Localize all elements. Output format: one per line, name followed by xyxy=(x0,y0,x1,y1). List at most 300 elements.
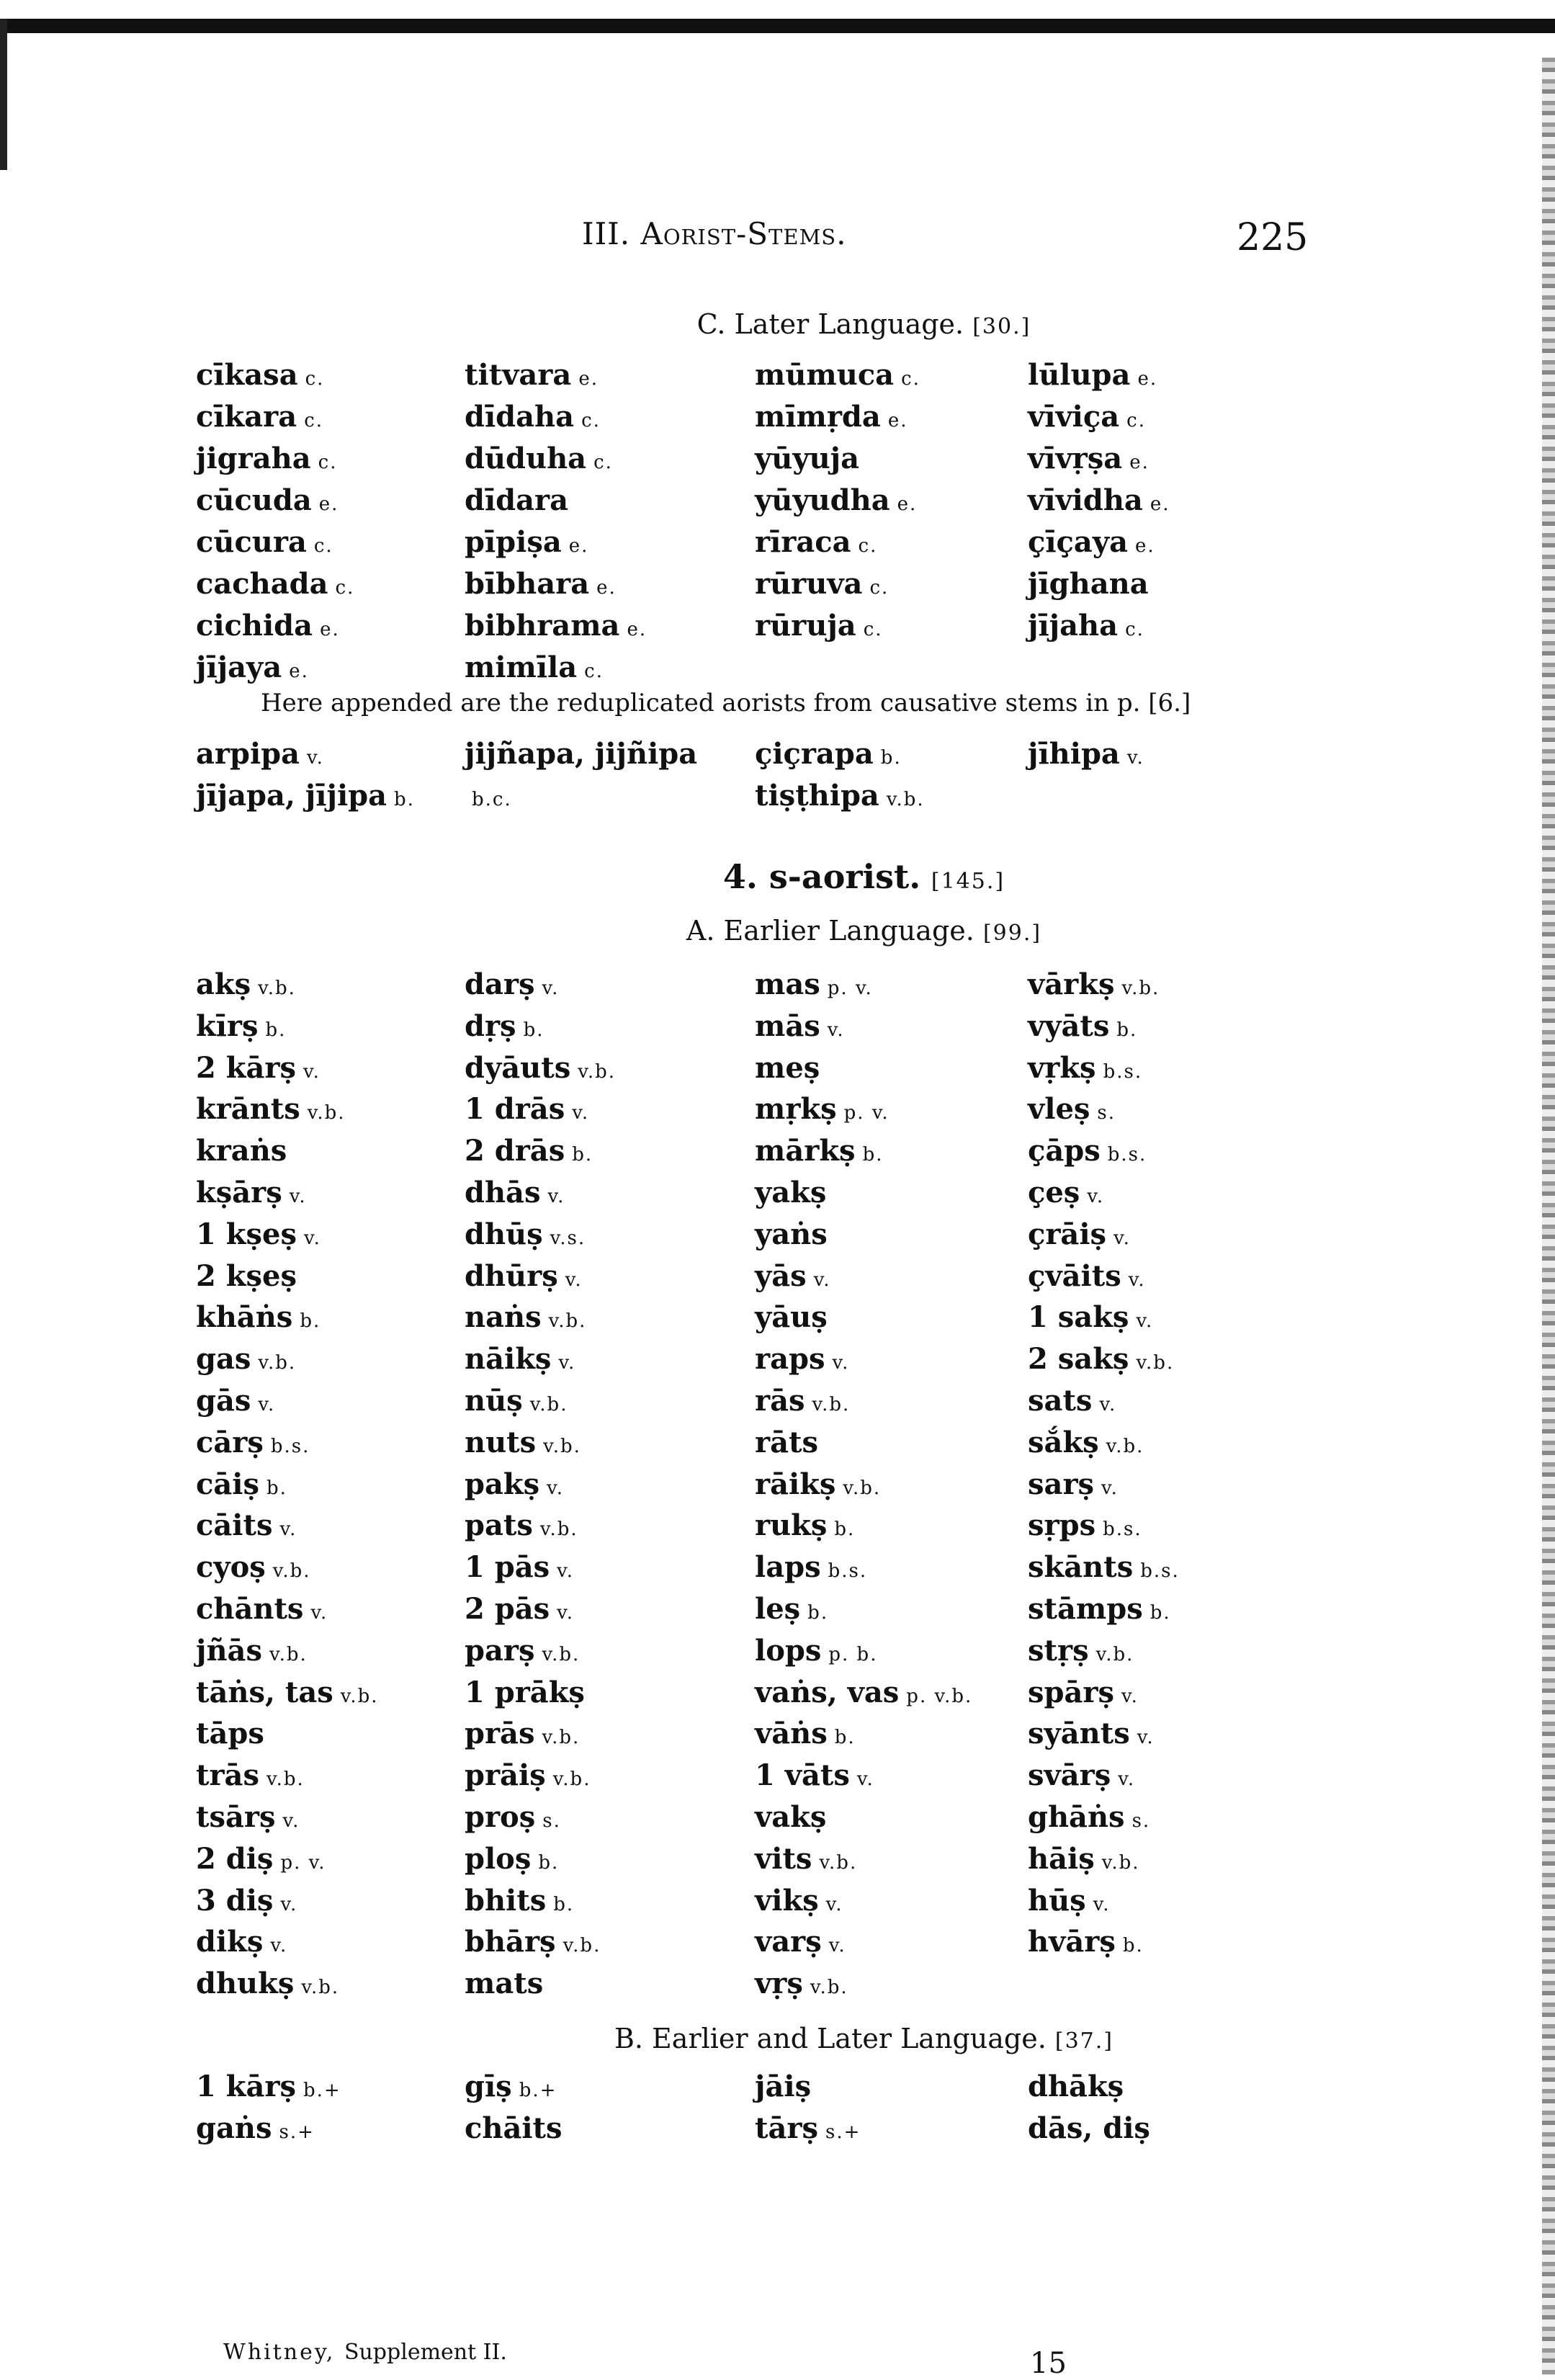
entry xyxy=(465,733,704,775)
source-abbrev: v.b. xyxy=(563,1935,601,1957)
stem-word: 2 pās xyxy=(465,1591,550,1626)
source-abbrev: v.b. xyxy=(529,1393,568,1415)
stem-word: dūduha xyxy=(465,442,587,475)
stem-word: chāits xyxy=(465,2111,563,2145)
stem-word: gās xyxy=(196,1383,251,1418)
entry xyxy=(465,1713,616,1755)
entry xyxy=(196,647,354,689)
entry xyxy=(196,2066,341,2108)
later-language-heading xyxy=(86,308,1555,340)
later-column xyxy=(1028,354,1170,647)
stem-word: dikṣ xyxy=(196,1925,264,1959)
source-abbrev: b. xyxy=(300,1310,321,1333)
source-abbrev: e. xyxy=(318,493,339,515)
source-abbrev: b.+ xyxy=(303,2080,341,2101)
stem-word: çāps xyxy=(1028,1134,1101,1168)
entry xyxy=(465,396,647,438)
stem-word: pats xyxy=(465,1508,533,1543)
stem-word: 1 drās xyxy=(465,1092,565,1127)
entry xyxy=(755,563,920,605)
entry xyxy=(1028,396,1170,438)
source-abbrev: v.b. xyxy=(539,1518,578,1541)
source-abbrev: c. xyxy=(869,577,889,599)
source-abbrev: v.b. xyxy=(578,1060,616,1083)
entry xyxy=(755,438,920,480)
entry xyxy=(465,1755,616,1797)
entry xyxy=(196,2108,341,2149)
source-abbrev: e. xyxy=(897,493,918,515)
source-abbrev: v.b. xyxy=(301,1977,340,1999)
source-abbrev: v.b. xyxy=(340,1685,379,1707)
stem-word: cyoṣ xyxy=(196,1550,266,1585)
source-abbrev: b. xyxy=(1116,1019,1138,1041)
source-abbrev: e. xyxy=(596,577,617,599)
entry xyxy=(196,480,354,522)
stem-word: 2 drās xyxy=(465,1134,565,1168)
stem-word: jīghana xyxy=(1028,567,1149,601)
source-abbrev: v. xyxy=(547,1185,565,1207)
stem-word: rāts xyxy=(755,1425,818,1459)
entry xyxy=(1028,2108,1157,2149)
stem-word: ploṣ xyxy=(465,1841,532,1876)
entry xyxy=(196,1006,379,1047)
entry xyxy=(465,1338,616,1380)
stem-word: 1 kṣeṣ xyxy=(196,1217,297,1251)
chapter-title: Aorist-Stems. xyxy=(640,216,847,251)
scan-left-edge xyxy=(0,19,7,170)
entry xyxy=(1028,1505,1180,1547)
source-abbrev: v. xyxy=(825,1893,843,1915)
stem-word: vṛkṣ xyxy=(1028,1050,1096,1085)
source-abbrev: c. xyxy=(1125,619,1144,640)
stem-word: gīṣ xyxy=(465,2070,512,2103)
entry xyxy=(196,775,415,817)
entry xyxy=(196,1588,379,1630)
stem-word: dās, diṣ xyxy=(1028,2111,1150,2145)
scan-top-border xyxy=(0,19,1555,33)
stem-word: nuts xyxy=(465,1425,537,1459)
page-number: 225 xyxy=(1237,216,1309,259)
entry xyxy=(465,605,647,647)
entry xyxy=(196,1713,379,1755)
stem-word: vīvidha xyxy=(1028,483,1143,517)
source-abbrev: b.s. xyxy=(1103,1518,1142,1541)
entry xyxy=(196,605,354,647)
running-head xyxy=(582,216,846,251)
later-column xyxy=(196,354,354,689)
stem-word: spārṣ xyxy=(1028,1675,1114,1709)
source-abbrev: b. xyxy=(538,1851,560,1874)
source-abbrev: v.b. xyxy=(542,1643,581,1665)
earlier-column xyxy=(465,964,616,2005)
stem-word: raps xyxy=(755,1342,825,1377)
stem-word: vārkṣ xyxy=(1028,967,1115,1001)
entry xyxy=(755,1088,972,1130)
entry xyxy=(465,1422,616,1464)
source-abbrev: v. xyxy=(303,1060,321,1083)
stem-word: prās xyxy=(465,1717,535,1751)
source-abbrev: v. xyxy=(558,1352,576,1374)
entry xyxy=(465,1505,616,1547)
entry xyxy=(1028,1422,1180,1464)
entry xyxy=(755,1588,972,1630)
source-abbrev: c. xyxy=(863,619,883,640)
stem-word: skānts xyxy=(1028,1550,1134,1585)
footer-author: Whitney, xyxy=(223,2340,336,2365)
source-abbrev: s.+ xyxy=(825,2121,861,2143)
earlier-language-title: A. Earlier Language. xyxy=(686,915,974,947)
source-abbrev: e. xyxy=(887,410,908,431)
stem-word: 2 kṣeṣ xyxy=(196,1258,297,1293)
entry xyxy=(1028,1755,1180,1797)
entry xyxy=(755,1963,972,2005)
stem-word: darṣ xyxy=(465,967,535,1001)
source-abbrev: b. xyxy=(834,1518,856,1541)
source-abbrev: v. xyxy=(307,747,324,769)
source-abbrev: s. xyxy=(1097,1102,1116,1124)
stem-word: jījaya xyxy=(196,650,282,684)
source-abbrev: v.b. xyxy=(843,1477,882,1499)
later-column xyxy=(755,354,920,647)
stem-word: 1 prākṣ xyxy=(465,1675,585,1709)
stem-word: svārṣ xyxy=(1028,1758,1111,1793)
entry xyxy=(1028,733,1144,775)
stem-word: lūlupa xyxy=(1028,358,1131,392)
source-abbrev: b. xyxy=(265,1019,287,1041)
source-abbrev: v.b. xyxy=(819,1851,858,1874)
source-abbrev: c. xyxy=(305,368,325,390)
source-abbrev: v. xyxy=(827,1019,845,1041)
stem-word: yūyuja xyxy=(755,442,860,475)
stem-word: vits xyxy=(755,1841,812,1876)
entry xyxy=(465,1547,616,1588)
stem-word: yās xyxy=(755,1258,807,1293)
stem-word: tsārṣ xyxy=(196,1799,276,1834)
entry xyxy=(755,1130,972,1172)
earlier-column xyxy=(755,964,972,2005)
source-abbrev: v.b. xyxy=(542,1727,581,1749)
source-abbrev: b. xyxy=(553,1893,575,1915)
stem-word: vīvṛṣa xyxy=(1028,442,1123,475)
appended-column xyxy=(196,733,415,817)
entry xyxy=(196,1130,379,1172)
stem-word: cachada xyxy=(196,567,328,601)
stem-word: jñās xyxy=(196,1633,262,1668)
stem-word: naṅs xyxy=(465,1300,542,1335)
entry xyxy=(196,1088,379,1130)
source-abbrev: b.+ xyxy=(519,2080,557,2101)
entry xyxy=(755,1297,972,1338)
earlylate-column xyxy=(196,2066,341,2149)
stem-word: mats xyxy=(465,1967,544,2001)
entry xyxy=(196,1505,379,1547)
entry xyxy=(196,1214,379,1256)
stem-word: cāiṣ xyxy=(196,1467,259,1501)
stem-word: tiṣṭhipa xyxy=(755,779,879,813)
stem-word: pakṣ xyxy=(465,1467,540,1501)
entry xyxy=(1028,1214,1180,1256)
entry xyxy=(465,1256,616,1297)
stem-word: bhits xyxy=(465,1883,547,1918)
entry xyxy=(465,1588,616,1630)
source-abbrev: v.b. xyxy=(1121,978,1160,999)
entry xyxy=(755,1797,972,1838)
source-abbrev: v. xyxy=(542,978,560,999)
source-abbrev: v.b. xyxy=(810,1977,848,1999)
stem-word: hūṣ xyxy=(1028,1883,1086,1918)
entry xyxy=(1028,522,1170,563)
stem-word: rāikṣ xyxy=(755,1467,836,1501)
chapter-numeral: III. xyxy=(582,216,631,251)
footer-work: Supplement II. xyxy=(344,2340,507,2365)
stem-word: lops xyxy=(755,1633,822,1668)
entry xyxy=(755,1006,972,1047)
stem-word: tāṅs, tas xyxy=(196,1675,333,1709)
entry xyxy=(1028,563,1170,605)
entry xyxy=(196,1797,379,1838)
source-abbrev: v. xyxy=(279,1518,297,1541)
stem-word: yaṅs xyxy=(755,1217,828,1251)
entry xyxy=(755,1547,972,1588)
stem-word: dhūṣ xyxy=(465,1217,543,1251)
source-abbrev: v. xyxy=(289,1185,307,1207)
stem-word: jijñapa, jijñipa xyxy=(465,737,698,771)
source-abbrev: v. xyxy=(565,1269,583,1291)
stem-word: jīhipa xyxy=(1028,737,1120,771)
stem-word: kīrṣ xyxy=(196,1008,259,1043)
entry xyxy=(1028,1880,1180,1922)
stem-word: tāps xyxy=(196,1717,264,1751)
source-abbrev: b.c. xyxy=(472,789,512,810)
stem-word: jījaha xyxy=(1028,609,1119,643)
source-abbrev: s. xyxy=(1131,1809,1151,1832)
entry xyxy=(1028,1047,1180,1089)
entry xyxy=(1028,1380,1180,1422)
stem-word: 1 vāts xyxy=(755,1758,850,1793)
stem-word: gaṅs xyxy=(196,2111,272,2145)
source-abbrev: v. xyxy=(1093,1893,1111,1915)
entry xyxy=(1028,1006,1180,1047)
source-abbrev: v. xyxy=(1126,747,1144,769)
stem-word: cāits xyxy=(196,1508,273,1543)
source-abbrev: v. xyxy=(282,1809,300,1832)
stem-word: jigraha xyxy=(196,442,311,475)
stem-word: çiçrapa xyxy=(755,737,874,771)
entry xyxy=(755,1256,972,1297)
stem-word: yakṣ xyxy=(755,1175,827,1209)
source-abbrev: v.b. xyxy=(548,1310,587,1333)
stem-word: trās xyxy=(196,1758,259,1793)
stem-word: mīmṛda xyxy=(755,400,881,434)
later-language-title: C. Later Language. xyxy=(696,308,964,340)
stem-word: vyāts xyxy=(1028,1008,1110,1043)
earlier-language-heading xyxy=(86,915,1555,947)
entry xyxy=(1028,1338,1180,1380)
source-abbrev: v.b. xyxy=(272,1560,311,1583)
source-abbrev: v. xyxy=(303,1227,321,1249)
source-abbrev: v. xyxy=(310,1601,328,1624)
source-abbrev: v. xyxy=(1128,1269,1146,1291)
source-abbrev: e. xyxy=(1129,452,1150,473)
entry xyxy=(1028,1838,1180,1880)
entry xyxy=(465,2108,570,2149)
source-abbrev: c. xyxy=(581,410,601,431)
entry xyxy=(1028,1588,1180,1630)
source-abbrev: s. xyxy=(542,1809,561,1832)
entry xyxy=(465,1797,616,1838)
entry xyxy=(465,1963,616,2005)
entry xyxy=(196,438,354,480)
stem-word: rās xyxy=(755,1383,805,1418)
stem-word: dīdara xyxy=(465,483,569,517)
entry xyxy=(755,1172,972,1214)
stem-word: 2 diṣ xyxy=(196,1841,274,1876)
entry xyxy=(196,1672,379,1714)
source-abbrev: v.b. xyxy=(552,1768,591,1791)
source-abbrev: b. xyxy=(807,1601,829,1624)
source-abbrev: v. xyxy=(813,1269,831,1291)
source-abbrev: c. xyxy=(858,535,878,557)
entry xyxy=(196,396,354,438)
source-abbrev: v. xyxy=(828,1935,846,1957)
entry xyxy=(755,605,920,647)
stem-word: hāiṣ xyxy=(1028,1841,1095,1876)
stem-word: dhūrṣ xyxy=(465,1258,558,1293)
entry xyxy=(196,1547,379,1588)
stem-word: meṣ xyxy=(755,1050,820,1085)
entry xyxy=(196,1464,379,1506)
entry xyxy=(196,1838,379,1880)
stem-word: vleṣ xyxy=(1028,1092,1090,1127)
stem-word: mas xyxy=(755,967,820,1001)
source-abbrev: v.b. xyxy=(1095,1643,1134,1665)
entry xyxy=(196,733,415,775)
source-abbrev: v. xyxy=(1087,1185,1105,1207)
entry xyxy=(465,522,647,563)
stem-word: dīdaha xyxy=(465,400,575,434)
stem-word: vakṣ xyxy=(755,1799,827,1834)
source-abbrev: b. xyxy=(523,1019,545,1041)
entry xyxy=(465,1172,616,1214)
source-abbrev: v.b. xyxy=(1101,1851,1140,1874)
entry xyxy=(196,964,379,1006)
entry xyxy=(755,1505,972,1547)
stem-word: 3 diṣ xyxy=(196,1883,274,1918)
stem-word: dhukṣ xyxy=(196,1967,295,2001)
entry xyxy=(1028,1921,1180,1963)
source-abbrev: v. xyxy=(832,1352,850,1374)
stem-word: rukṣ xyxy=(755,1508,828,1543)
stem-word: dyāuts xyxy=(465,1050,571,1085)
earlier-later-ref: [37.] xyxy=(1054,2028,1114,2054)
stem-word: cūcura xyxy=(196,525,307,559)
entry xyxy=(196,1297,379,1338)
stem-word: bibhrama xyxy=(465,609,620,643)
entry xyxy=(755,1380,972,1422)
source-abbrev: c. xyxy=(1126,410,1146,431)
entry xyxy=(465,1380,616,1422)
stem-word: cīkara xyxy=(196,400,297,434)
entry xyxy=(465,1214,616,1256)
source-abbrev: e. xyxy=(1150,493,1170,515)
source-abbrev: v. xyxy=(1113,1227,1131,1249)
source-abbrev: v.b. xyxy=(886,789,925,810)
entry xyxy=(196,1921,379,1963)
source-abbrev: b. xyxy=(1150,1601,1171,1624)
stem-word: gas xyxy=(196,1342,251,1377)
stem-word: parṣ xyxy=(465,1633,535,1668)
stem-word: mārkṣ xyxy=(755,1134,856,1168)
earlylate-column xyxy=(755,2066,861,2149)
entry xyxy=(1028,605,1170,647)
source-abbrev: b. xyxy=(834,1727,856,1749)
stem-word: jāiṣ xyxy=(755,2070,812,2103)
s-aorist-heading xyxy=(86,857,1555,896)
source-abbrev: b. xyxy=(266,1477,287,1499)
entry xyxy=(465,1088,616,1130)
entry xyxy=(755,733,925,775)
earlier-later-heading xyxy=(86,2023,1555,2054)
stem-word: dhās xyxy=(465,1175,541,1209)
stem-word: vṛṣ xyxy=(755,1967,803,2001)
source-abbrev: p. v. xyxy=(827,978,873,999)
later-language-ref: [30.] xyxy=(972,314,1031,339)
source-abbrev: e. xyxy=(320,619,340,640)
entry xyxy=(196,563,354,605)
entry xyxy=(465,1130,616,1172)
source-abbrev: p. v. xyxy=(843,1102,889,1124)
entry xyxy=(755,2108,861,2149)
stem-word: arpipa xyxy=(196,737,300,771)
appended-column xyxy=(755,733,925,817)
source-abbrev: v. xyxy=(557,1560,575,1583)
source-abbrev: c. xyxy=(584,661,604,682)
stem-word: cīkasa xyxy=(196,358,298,392)
stem-word: vīviça xyxy=(1028,400,1120,434)
stem-word: hvārṣ xyxy=(1028,1925,1116,1959)
stem-word: sṛps xyxy=(1028,1508,1096,1543)
source-abbrev: v. xyxy=(1137,1727,1155,1749)
entry xyxy=(1028,1297,1180,1338)
source-abbrev: b.s. xyxy=(1103,1060,1143,1083)
stem-word: cūcuda xyxy=(196,483,312,517)
stem-word: tārṣ xyxy=(755,2111,818,2145)
entry xyxy=(1028,1797,1180,1838)
earlier-column xyxy=(196,964,379,2005)
entry xyxy=(755,2066,861,2108)
entry xyxy=(755,1047,972,1089)
source-abbrev: c. xyxy=(593,452,613,473)
earlier-later-title: B. Earlier and Later Language. xyxy=(614,2023,1047,2054)
source-abbrev: c. xyxy=(335,577,355,599)
stem-word: yāuṣ xyxy=(755,1300,828,1335)
source-abbrev: v.b. xyxy=(1136,1352,1175,1374)
entry xyxy=(755,1921,972,1963)
source-abbrev: e. xyxy=(578,368,599,390)
stem-word: mūmuca xyxy=(755,358,895,392)
stem-word: varṣ xyxy=(755,1925,822,1959)
source-abbrev: v. xyxy=(1099,1393,1117,1415)
source-abbrev: v. xyxy=(1136,1310,1154,1333)
source-abbrev: p. v. xyxy=(280,1851,326,1874)
stem-word: titvara xyxy=(465,358,572,392)
entry xyxy=(755,1630,972,1672)
source-abbrev: e. xyxy=(627,619,647,640)
entry xyxy=(1028,1713,1180,1755)
entry xyxy=(196,1963,379,2005)
entry xyxy=(755,1880,972,1922)
source-abbrev: b.s. xyxy=(828,1560,868,1583)
